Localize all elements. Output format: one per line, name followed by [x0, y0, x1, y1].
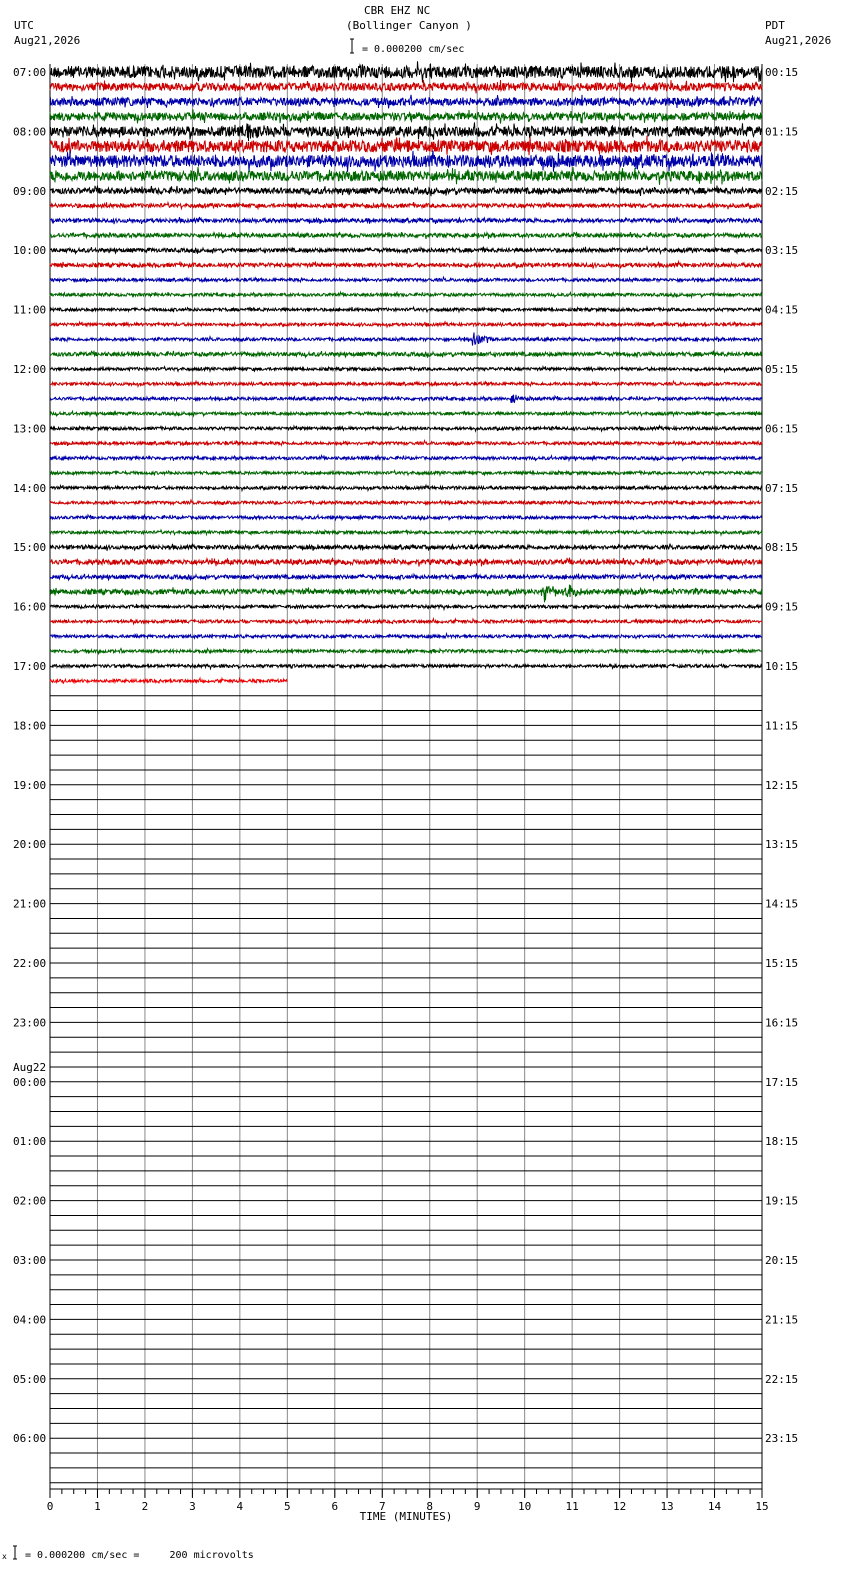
- utc-hour-label: 06:00: [13, 1432, 47, 1446]
- right-date: Aug21,2026: [765, 34, 832, 47]
- seismic-trace: [50, 277, 762, 282]
- x-tick-label: 12: [612, 1500, 627, 1513]
- seismic-trace: [50, 485, 762, 490]
- pdt-hour-label: 18:15: [765, 1135, 799, 1149]
- x-tick-label: 2: [141, 1500, 149, 1513]
- utc-hour-label: 10:00: [13, 244, 47, 258]
- pdt-hour-label: 05:15: [765, 363, 799, 376]
- right-timezone: PDT: [765, 19, 785, 32]
- seismic-trace: [50, 366, 762, 371]
- utc-hour-label: 23:00: [13, 1016, 47, 1030]
- footer-scale-note: = 0.000200 cm/sec = 200 microvolts: [25, 1550, 254, 1561]
- seismic-trace: [50, 426, 762, 431]
- pdt-hour-label: 19:15: [765, 1194, 799, 1208]
- seismic-trace: [50, 262, 762, 269]
- x-axis-label: TIME (MINUTES): [359, 1510, 453, 1523]
- utc-hour-label: 02:00: [13, 1194, 47, 1208]
- x-tick-label: 11: [565, 1500, 579, 1513]
- seismic-trace: [50, 322, 762, 327]
- seismic-trace: [50, 122, 762, 141]
- utc-hour-label: 21:00: [13, 897, 47, 911]
- x-tick-label: 13: [660, 1500, 674, 1513]
- utc-hour-label: 22:00: [13, 957, 47, 970]
- utc-hour-label: 14:00: [13, 481, 47, 495]
- utc-hour-label: 04:00: [13, 1313, 47, 1327]
- seismic-trace: [50, 381, 762, 386]
- seismic-trace: [50, 61, 762, 82]
- x-tick-label: 5: [284, 1500, 291, 1513]
- seismic-trace: [50, 530, 762, 535]
- pdt-hour-label: 04:15: [765, 303, 799, 317]
- x-tick-label: 9: [473, 1500, 481, 1513]
- pdt-hour-label: 10:15: [765, 660, 799, 673]
- pdt-hour-label: 12:15: [765, 778, 799, 792]
- pdt-hour-label: 11:15: [765, 719, 799, 733]
- x-tick-label: 10: [518, 1500, 532, 1513]
- utc-hour-label: 08:00: [13, 125, 47, 139]
- footer-scale-marker: x: [2, 1552, 7, 1561]
- seismic-trace: [50, 664, 762, 669]
- pdt-hour-label: 09:15: [765, 600, 799, 614]
- left-timezone: UTC: [14, 19, 34, 32]
- utc-hour-label: 18:00: [13, 719, 47, 733]
- pdt-hour-label: 06:15: [765, 422, 799, 436]
- date-change-label: Aug22: [13, 1060, 47, 1074]
- pdt-hour-label: 07:15: [765, 481, 799, 495]
- seismic-trace: [50, 109, 762, 123]
- pdt-hour-label: 14:15: [765, 897, 799, 911]
- x-tick-label: 15: [755, 1500, 769, 1513]
- pdt-hour-label: 13:15: [765, 838, 799, 852]
- x-tick-label: 7: [378, 1500, 386, 1513]
- seismic-trace: [50, 619, 762, 624]
- seismic-trace: [50, 95, 762, 109]
- utc-hour-label: 15:00: [13, 541, 47, 555]
- seismic-trace: [50, 500, 762, 505]
- utc-hour-label: 05:00: [13, 1372, 47, 1386]
- seismic-trace: [50, 585, 762, 603]
- utc-hour-label: 19:00: [13, 778, 47, 792]
- seismic-trace: [50, 80, 762, 93]
- x-tick-label: 3: [189, 1500, 196, 1513]
- seismic-trace: [50, 232, 762, 239]
- pdt-hour-label: 20:15: [765, 1254, 799, 1267]
- pdt-hour-label: 21:15: [765, 1313, 799, 1327]
- chart-subtitle: (Bollinger Canyon ): [346, 19, 472, 32]
- utc-hour-label: 11:00: [13, 303, 47, 317]
- utc-hour-label: 17:00: [13, 660, 47, 673]
- seismic-trace: [50, 395, 762, 403]
- x-tick-label: 0: [46, 1500, 54, 1513]
- pdt-hour-label: 00:15: [765, 66, 799, 79]
- seismic-trace: [50, 515, 762, 520]
- seismic-trace: [50, 544, 762, 551]
- x-tick-label: 14: [707, 1500, 722, 1513]
- seismic-trace: [50, 411, 762, 416]
- pdt-hour-label: 08:15: [765, 541, 799, 555]
- utc-hour-label: 00:00: [13, 1075, 47, 1089]
- seismic-trace: [50, 136, 762, 156]
- utc-hour-label: 12:00: [13, 363, 47, 376]
- pdt-hour-label: 17:15: [765, 1075, 799, 1089]
- utc-hour-label: 16:00: [13, 600, 47, 614]
- scale-label: = 0.000200 cm/sec: [362, 44, 465, 55]
- utc-hour-label: 09:00: [13, 184, 47, 198]
- pdt-hour-label: 22:15: [765, 1372, 799, 1386]
- seismic-trace: [50, 247, 762, 254]
- seismic-trace: [50, 307, 762, 312]
- seismic-trace: [50, 604, 762, 609]
- x-tick-label: 6: [331, 1500, 339, 1513]
- pdt-hour-label: 01:15: [765, 125, 799, 139]
- utc-hour-label: 03:00: [13, 1254, 47, 1267]
- seismic-trace: [50, 634, 762, 639]
- seismic-trace: [50, 202, 762, 209]
- chart-title: CBR EHZ NC: [364, 4, 431, 17]
- seismic-trace: [50, 167, 762, 185]
- seismic-trace: [50, 351, 762, 358]
- utc-hour-label: 01:00: [13, 1135, 47, 1149]
- x-tick-label: 8: [426, 1500, 434, 1513]
- seismic-trace: [50, 678, 287, 683]
- x-tick-label: 1: [94, 1500, 101, 1513]
- utc-hour-label: 07:00: [13, 66, 47, 79]
- seismic-trace: [50, 151, 762, 172]
- pdt-hour-label: 03:15: [765, 244, 799, 258]
- seismic-trace: [50, 470, 762, 475]
- seismic-trace: [50, 649, 762, 654]
- utc-hour-label: 13:00: [13, 422, 47, 436]
- pdt-hour-label: 23:15: [765, 1432, 799, 1446]
- seismic-trace: [50, 456, 762, 461]
- seismic-trace: [50, 186, 762, 197]
- left-date: Aug21,2026: [14, 34, 81, 47]
- seismic-trace: [50, 573, 762, 580]
- utc-hour-label: 20:00: [13, 838, 47, 852]
- seismic-trace: [50, 332, 762, 345]
- pdt-hour-label: 02:15: [765, 184, 799, 198]
- pdt-hour-label: 16:15: [765, 1016, 799, 1030]
- pdt-hour-label: 15:15: [765, 957, 799, 970]
- seismic-trace: [50, 441, 762, 446]
- seismic-trace: [50, 217, 762, 224]
- seismic-trace: [50, 292, 762, 297]
- seismic-trace: [50, 558, 762, 567]
- x-tick-label: 4: [236, 1500, 244, 1513]
